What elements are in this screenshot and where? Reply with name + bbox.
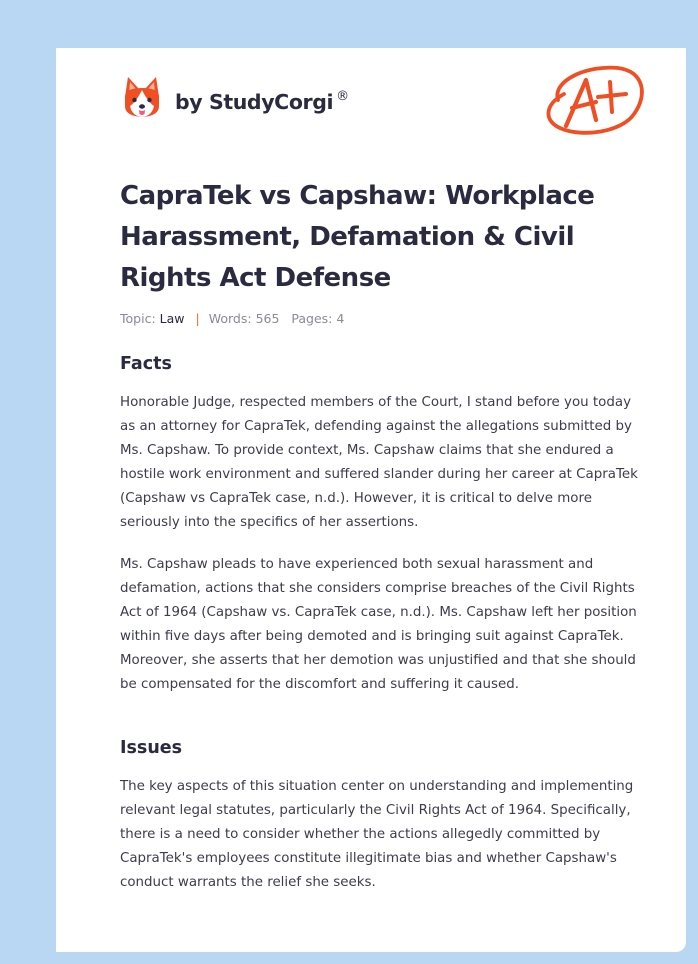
document-page bbox=[56, 48, 686, 952]
registered-mark: ® bbox=[336, 88, 349, 104]
facts-paragraph-2: Ms. Capshaw pleads to have experienced both sexual harassment and defamation, actions that she considers comprise breaches of the Civil Rights Act of 1964 (Capshaw vs. CapraTek case, n.d.). Ms. Capshaw left her position within five days after being demoted and is bringing suit against CapraTek. Moreover, she asserts that her demotion was unjustified and that she should be compensated for the discomfort and suffering it caused. bbox=[120, 557, 637, 692]
words-label: Words: bbox=[208, 311, 252, 326]
section-heading-facts: Facts bbox=[120, 354, 172, 374]
brand-text: by StudyCorgi bbox=[175, 89, 334, 114]
studycorgi-logo[interactable] bbox=[122, 76, 349, 120]
corgi-icon bbox=[122, 76, 162, 120]
pages-value: 4 bbox=[336, 311, 345, 326]
a-plus-icon bbox=[538, 60, 648, 140]
facts-paragraph-1: Honorable Judge, respected members of the Court, I stand before you today as an attorney for CapraTek, defending against the allegations submitted by Ms. Capshaw. To provide context, Ms. Capshaw claims that she endured a hostile work environment and suffered slander during her career at CapraTek (Capshaw vs CapraTek case, n.d.). However, it is critical to delve more seriously into the specifics of her assertions. bbox=[120, 395, 638, 530]
pages-label: Pages: bbox=[291, 311, 333, 326]
grade-a-plus-badge bbox=[538, 60, 648, 140]
document-meta bbox=[120, 311, 344, 326]
brand-name bbox=[175, 89, 349, 114]
topic-value[interactable]: Law bbox=[159, 311, 185, 326]
section-heading-issues: Issues bbox=[120, 738, 183, 758]
issues-paragraph-1: The key aspects of this situation center on understanding and implementing relevant legal statutes, particularly the Civil Rights Act of 1964. Specifically, there is a need to consider whether the actions allegedly committed by CapraTek's employees constitute illegitimate bias and whether Capshaw's conduct warrants the relief she seeks. bbox=[120, 779, 634, 890]
words-value: 565 bbox=[255, 311, 280, 326]
topic-label: Topic: bbox=[120, 311, 156, 326]
document-title: CapraTek vs Capshaw: Workplace Harassment, Defamation & Civil Rights Act Defense bbox=[120, 181, 595, 293]
meta-separator: | bbox=[195, 311, 200, 326]
